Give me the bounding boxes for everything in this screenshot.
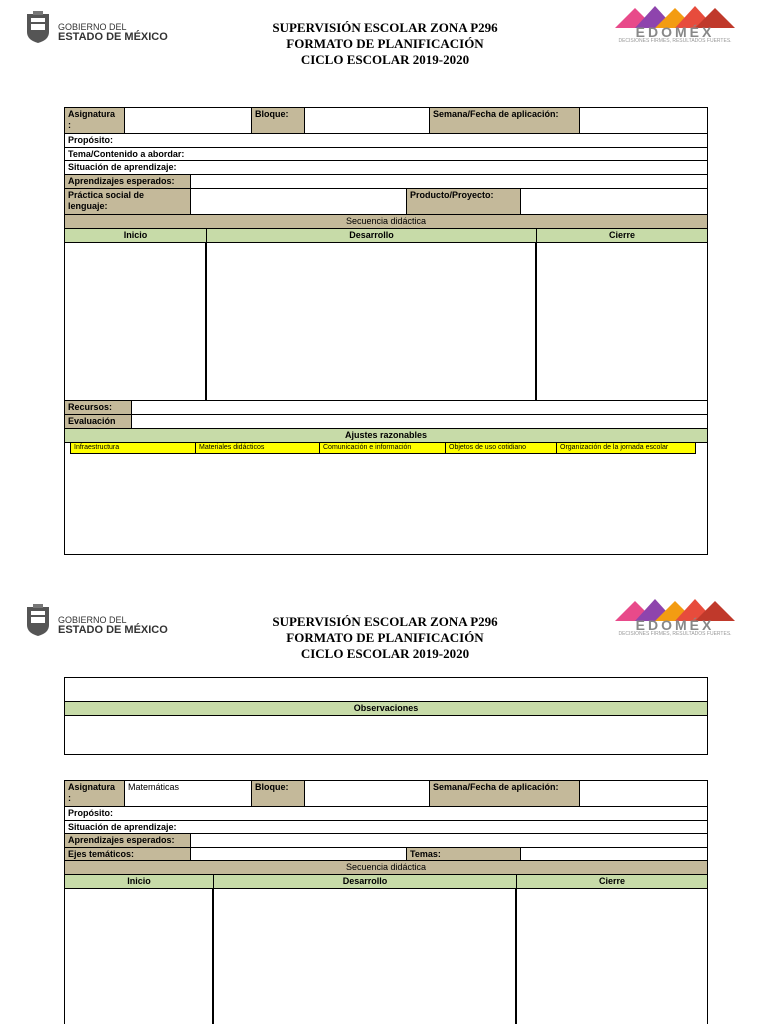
document-title — [230, 20, 540, 68]
semana-field[interactable] — [579, 107, 708, 134]
ajuste-materiales[interactable]: Materiales didácticos — [195, 442, 320, 454]
semana-label: Semana/Fecha de aplicación: — [429, 780, 580, 807]
cierre-field[interactable] — [536, 242, 708, 401]
secuencia-header: Secuencia didáctica — [64, 860, 708, 875]
edomex-logo — [605, 595, 741, 643]
semana-label: Semana/Fecha de aplicación: — [429, 107, 580, 134]
bloque-label: Bloque: — [251, 107, 305, 134]
evaluacion-field[interactable] — [131, 414, 708, 429]
gov-line1: GOBIERNO DEL — [58, 22, 127, 32]
bloque-label: Bloque: — [251, 780, 305, 807]
practica-label: Práctica social de lenguaje: — [64, 188, 191, 215]
government-name — [58, 615, 178, 635]
header-top — [0, 0, 768, 80]
asignatura-label: Asignatura : — [64, 107, 125, 134]
desarrollo-field[interactable] — [206, 242, 537, 401]
temas-field[interactable] — [520, 847, 708, 861]
ejes-field[interactable] — [190, 847, 407, 861]
logo-tagline: DECISIONES FIRMES, RESULTADOS FUERTES. — [618, 631, 732, 637]
inicio-field[interactable] — [64, 242, 207, 401]
gov-line1: GOBIERNO DEL — [58, 615, 127, 625]
title-line2: FORMATO DE PLANIFICACIÓN — [286, 36, 484, 51]
logo-tagline: DECISIONES FIRMES, RESULTADOS FUERTES. — [618, 38, 732, 44]
observaciones-field[interactable] — [64, 715, 708, 755]
inicio-header: Inicio — [64, 874, 214, 889]
desarrollo-header: Desarrollo — [213, 874, 517, 889]
temas-label: Temas: — [406, 847, 521, 861]
title-line1: SUPERVISIÓN ESCOLAR ZONA P296 — [272, 20, 498, 35]
cierre-header: Cierre — [516, 874, 708, 889]
state-seal-logo — [24, 10, 52, 44]
inicio-field[interactable] — [64, 888, 214, 1024]
producto-label: Producto/Proyecto: — [406, 188, 521, 215]
desarrollo-header: Desarrollo — [206, 228, 537, 243]
ejes-label: Ejes temáticos: — [64, 847, 191, 861]
ajuste-objetos[interactable]: Objetos de uso cotidiano — [445, 442, 557, 454]
asignatura-label: Asignatura : — [64, 780, 125, 807]
title-line1: SUPERVISIÓN ESCOLAR ZONA P296 — [272, 614, 498, 629]
government-name — [58, 22, 178, 42]
title-line3: CICLO ESCOLAR 2019-2020 — [300, 646, 470, 661]
cierre-header: Cierre — [536, 228, 708, 243]
aprendizajes-label: Aprendizajes esperados: — [64, 833, 191, 848]
ajustes-header: Ajustes razonables — [64, 428, 708, 443]
top-blank-field[interactable] — [64, 677, 708, 702]
producto-field[interactable] — [520, 188, 708, 215]
recursos-field[interactable] — [131, 400, 708, 415]
ajuste-organizacion[interactable]: Organización de la jornada escolar — [556, 442, 696, 454]
proposito-row[interactable]: Propósito: — [64, 806, 708, 821]
asignatura-field[interactable]: Matemáticas — [124, 780, 252, 807]
ajuste-infraestructura[interactable]: Infraestructura — [70, 442, 196, 454]
gov-line2: ESTADO DE MÉXICO — [58, 31, 168, 43]
aprendizajes-field[interactable] — [190, 174, 708, 189]
title-line2: FORMATO DE PLANIFICACIÓN — [286, 630, 484, 645]
document-title — [230, 614, 540, 662]
desarrollo-field[interactable] — [213, 888, 517, 1024]
situacion-row[interactable]: Situación de aprendizaje: — [64, 820, 708, 834]
practica-field[interactable] — [190, 188, 407, 215]
aprendizajes-label: Aprendizajes esperados: — [64, 174, 191, 189]
proposito-row[interactable]: Propósito: — [64, 133, 708, 148]
bloque-field[interactable] — [304, 107, 430, 134]
cierre-field[interactable] — [516, 888, 708, 1024]
situacion-row[interactable]: Situación de aprendizaje: — [64, 160, 708, 175]
logo-text: EDOMÉX — [635, 617, 715, 633]
recursos-label: Recursos: — [64, 400, 132, 415]
asignatura-field[interactable] — [124, 107, 252, 134]
evaluacion-label: Evaluación — [64, 414, 132, 429]
logo-text: EDOMÉX — [635, 24, 715, 40]
bloque-field[interactable] — [304, 780, 430, 807]
observaciones-header: Observaciones — [64, 701, 708, 716]
aprendizajes-field[interactable] — [190, 833, 708, 848]
header-second-page — [0, 595, 768, 675]
state-seal-logo — [24, 603, 52, 637]
tema-row[interactable]: Tema/Contenido a abordar: — [64, 147, 708, 161]
secuencia-header: Secuencia didáctica — [64, 214, 708, 229]
edomex-logo — [605, 2, 741, 50]
gov-line2: ESTADO DE MÉXICO — [58, 624, 168, 636]
ajustes-field[interactable] — [65, 455, 707, 554]
ajuste-comunicacion[interactable]: Comunicación e información — [319, 442, 446, 454]
title-line3: CICLO ESCOLAR 2019-2020 — [300, 52, 470, 67]
semana-field[interactable] — [579, 780, 708, 807]
inicio-header: Inicio — [64, 228, 207, 243]
